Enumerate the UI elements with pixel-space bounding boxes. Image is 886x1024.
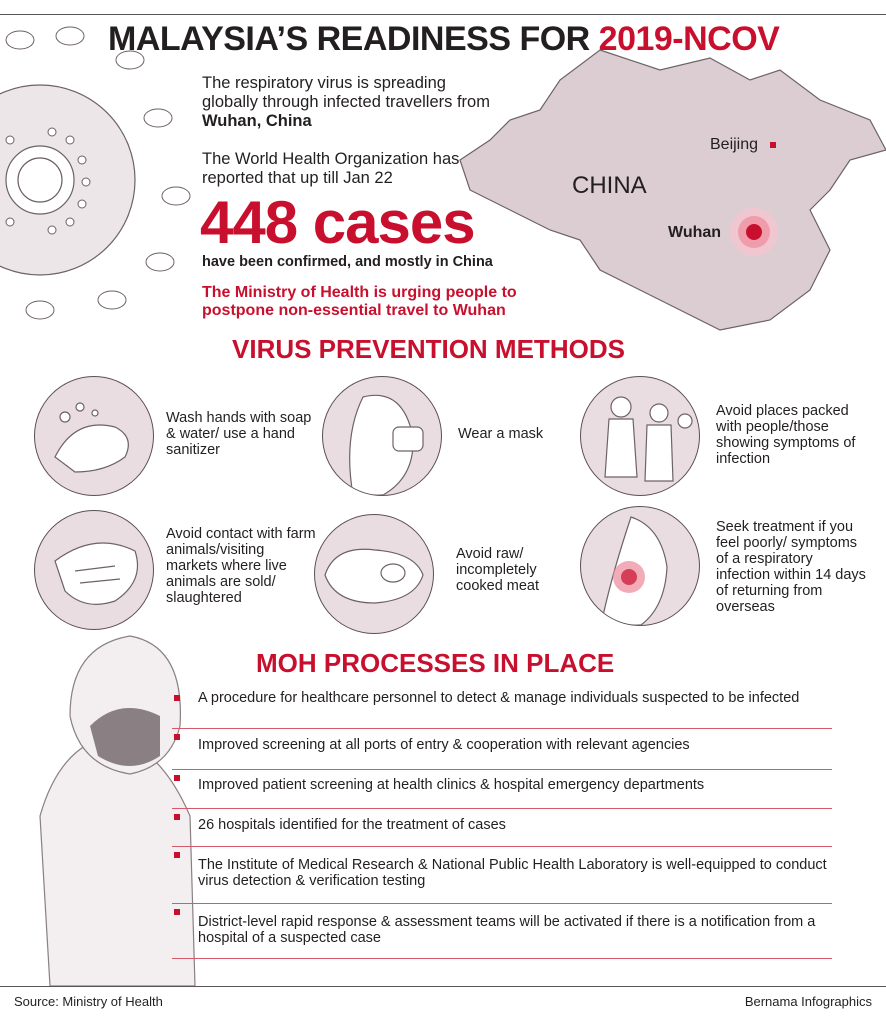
prevention-text-1: Wash hands with soap & water/ use a hand sanitizer — [166, 410, 312, 458]
intro-text: The respiratory virus is spreading globally through infected travellers from Wuhan, China — [202, 74, 490, 130]
moh-item-4: 26 hospitals identified for the treatment of cases — [172, 809, 832, 847]
map-label-china: CHINA — [572, 172, 647, 199]
map-label-wuhan: Wuhan — [668, 224, 722, 241]
moh-item-1: A procedure for healthcare personnel to detect & manage individuals suspected to be infected — [172, 690, 832, 729]
moh-item-3: Improved patient screening at health clinics & hospital emergency departments — [172, 770, 832, 809]
bottom-rule — [0, 986, 886, 987]
hands-washing-icon — [34, 376, 154, 496]
cases-count: 448 cases — [200, 189, 475, 256]
prevention-text-6: Seek treatment if you feel poorly/ symptoms of a respiratory infection within 14 days of returning from overseas — [716, 519, 866, 615]
source-text: Source: Ministry of Health — [14, 994, 163, 1009]
meat-icon — [314, 514, 434, 634]
page-title: MALAYSIA’S READINESS FOR 2019-NCOV — [108, 20, 780, 58]
confirmed-text: have been confirmed, and mostly in China — [202, 254, 493, 270]
who-report-text: The World Health Organization has reported that up till Jan 22 — [202, 150, 460, 187]
moh-item-2: Improved screening at all ports of entry & cooperation with relevant agencies — [172, 729, 832, 770]
mask-icon — [322, 376, 442, 496]
chicken-icon — [34, 510, 154, 630]
prevention-text-4: Avoid contact with farm animals/visiting markets where live animals are sold/ slaughtered — [166, 526, 316, 606]
crowd-icon — [580, 376, 700, 496]
prevention-text-3: Avoid places packed with people/those showing symptoms of infection — [716, 403, 856, 467]
credit-text: Bernama Infographics — [744, 994, 872, 1009]
prevention-text-2: Wear a mask — [458, 426, 544, 442]
moh-item-5: The Institute of Medical Research & National Public Health Laboratory is well-equipped to conduct virus detection & verification testing — [172, 847, 832, 904]
moh-urging-text: The Ministry of Health is urging people to postpone non-essential travel to Wuhan — [202, 284, 517, 319]
moh-item-6: District-level rapid response & assessment teams will be activated if there is a notification from a hospital of a suspected case — [172, 904, 832, 959]
prevention-text-5: Avoid raw/ incompletely cooked meat — [456, 546, 540, 594]
moh-heading: MOH PROCESSES IN PLACE — [256, 648, 615, 678]
prevention-heading: VIRUS PREVENTION METHODS — [232, 334, 625, 364]
sore-throat-icon — [580, 506, 700, 626]
map-label-beijing: Beijing — [710, 136, 759, 153]
moh-list — [172, 690, 832, 959]
